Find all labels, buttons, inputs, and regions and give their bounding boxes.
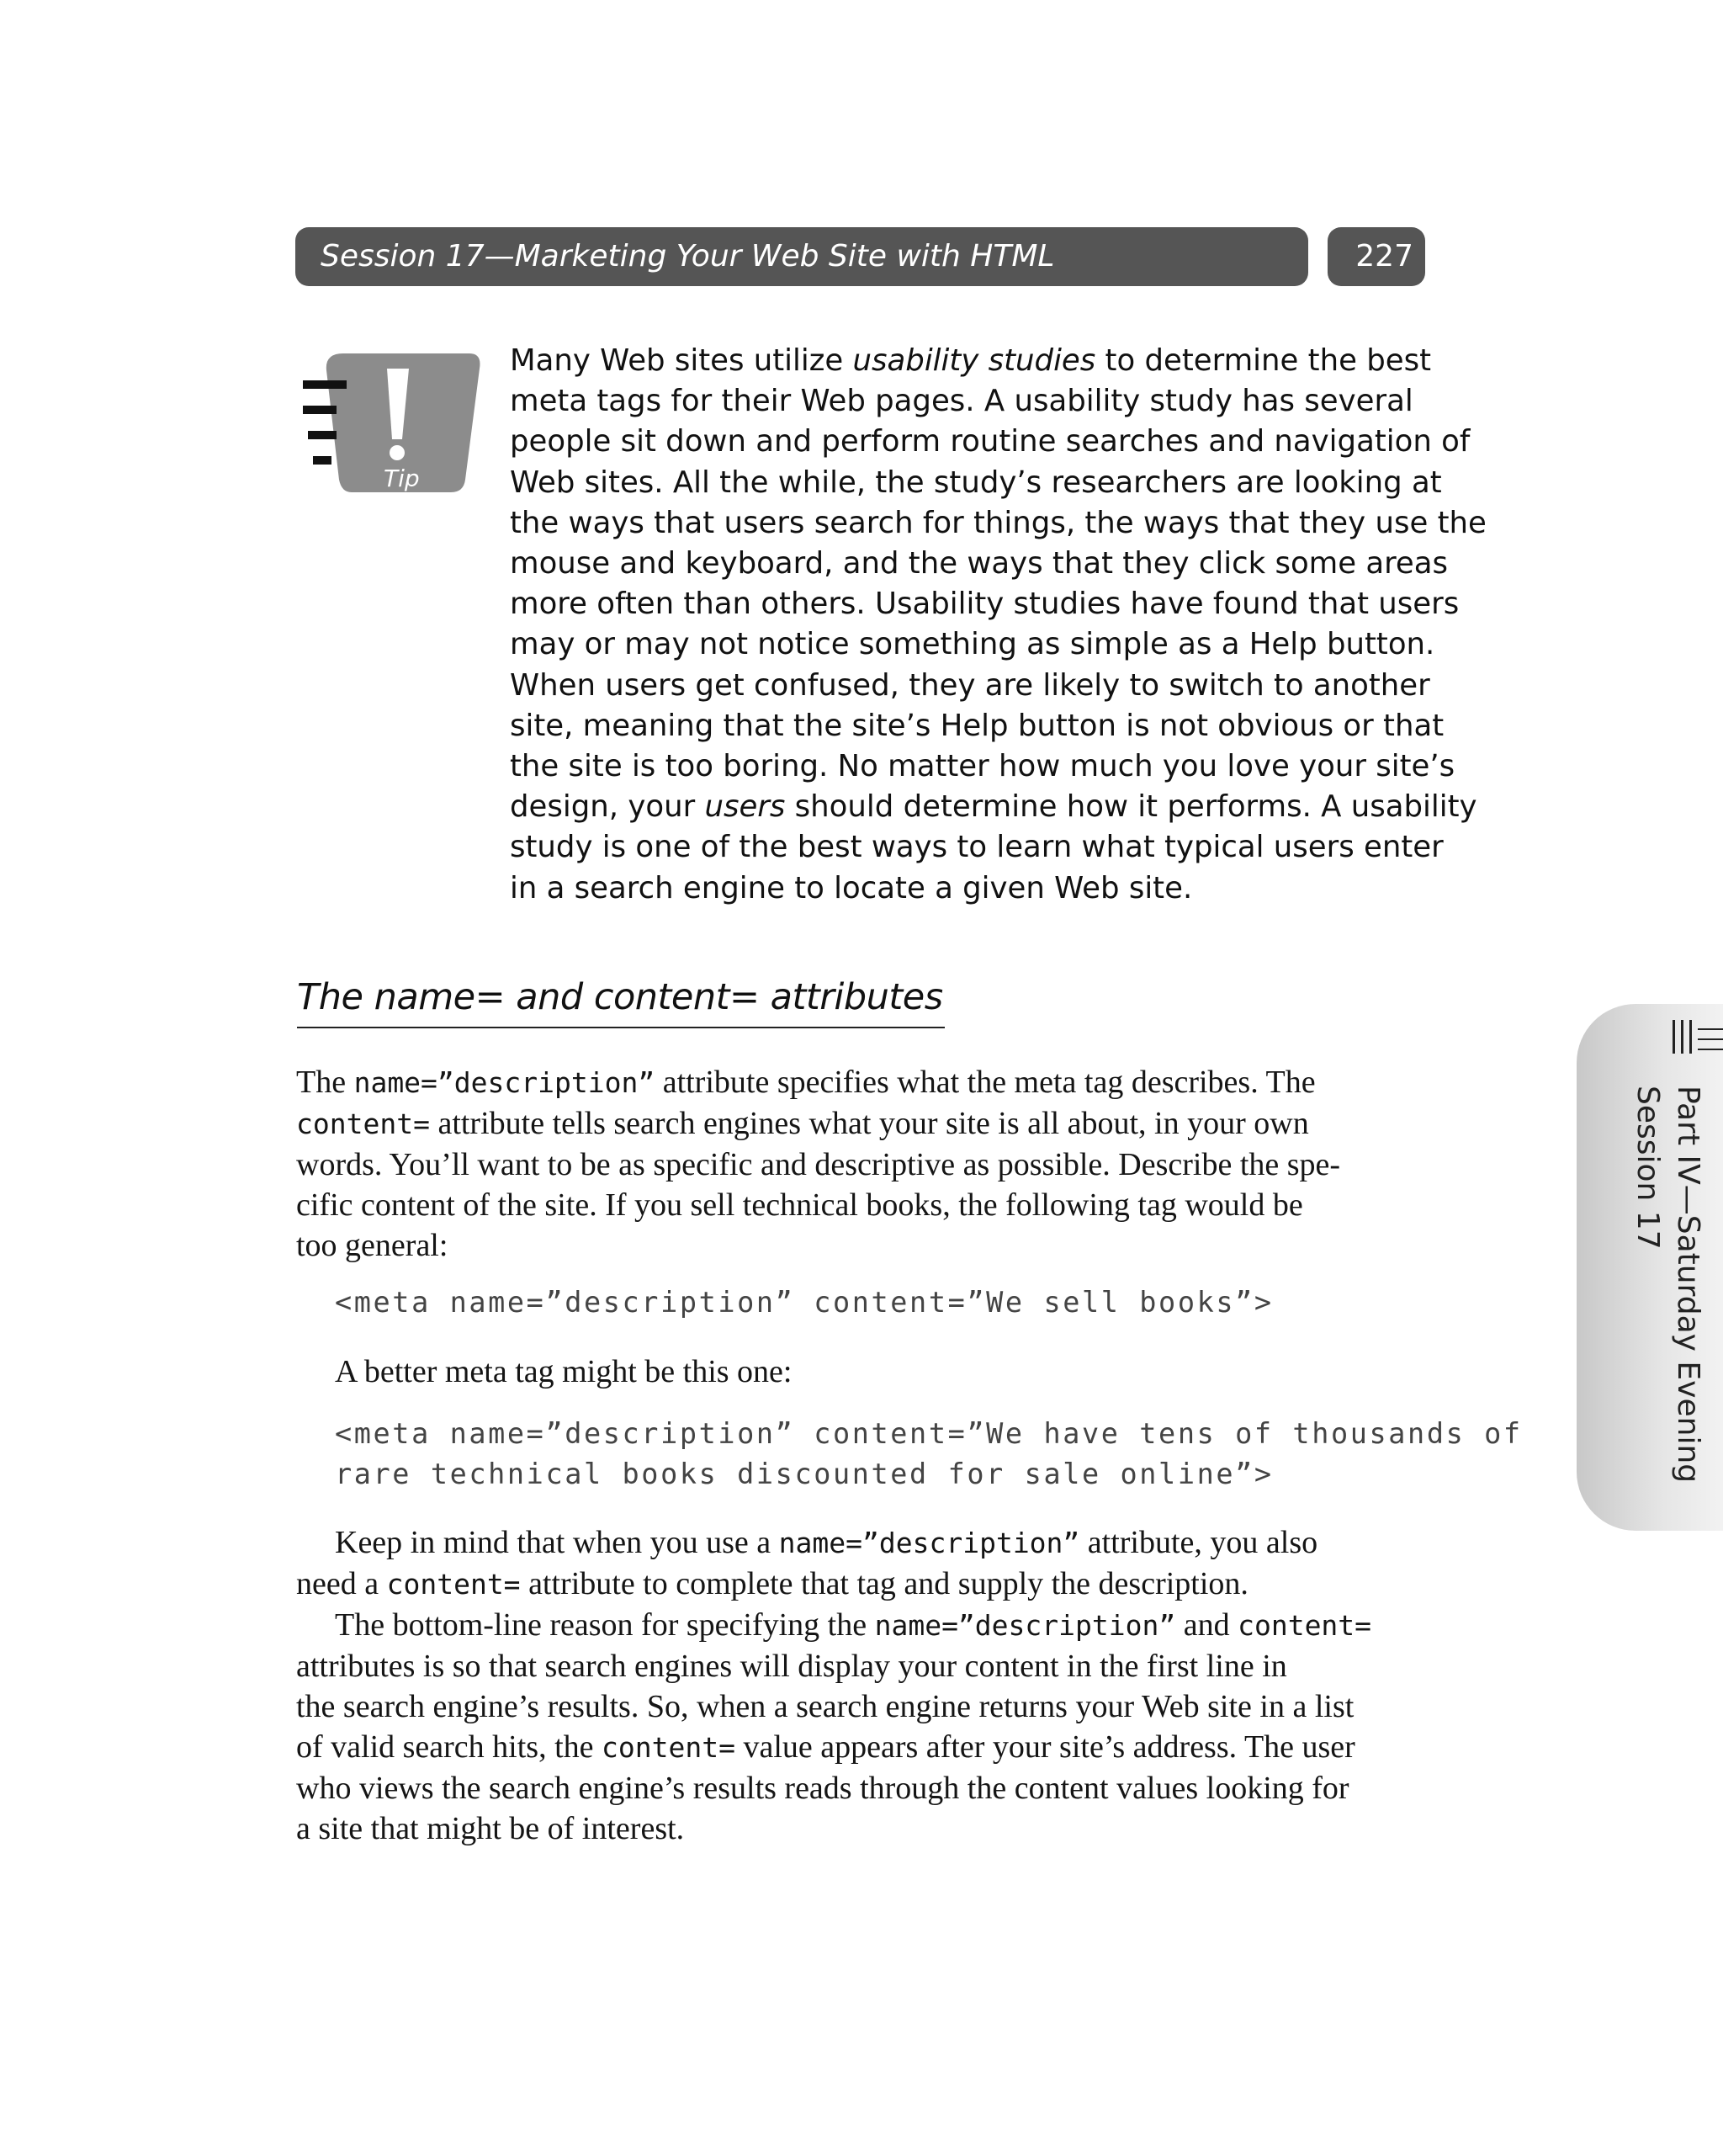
tip-line: the ways that users search for things, the ways that they use the [510,505,1487,540]
text-line: The bottom-line reason for specifying the name=”description” and content= [335,1607,1372,1643]
tab-lines-icon [1673,1020,1723,1054]
tip-line: Many Web sites utilize usability studies to determine the best [510,343,1431,378]
text-line: The name=”description” attribute specifies what the meta tag describes. The [296,1065,1316,1100]
text-line: cific content of the site. If you sell technical books, the following tag would be [296,1187,1303,1223]
section-heading: The name= and content= attributes [297,968,945,1028]
tip-line: Web sites. All the while, the study’s researchers are looking at [510,465,1442,500]
exclamation-tip-icon [301,353,486,497]
text-line: of valid search hits, the content= value appears after your site’s address. The user [296,1729,1355,1765]
tip-line: the site is too boring. No matter how much you love your site’s [510,749,1455,784]
page-number [1328,227,1425,286]
tip-line: meta tags for their Web pages. A usability study has several [510,384,1413,419]
paragraph-name-content [296,1062,1432,1266]
tip-line: may or may not notice something as simple as a Help button. [510,627,1435,662]
tip-line: mouse and keyboard, and the ways that they click some areas [510,546,1449,581]
text-line: words. You’ll want to be as specific and descriptive as possible. Describe the spe- [296,1147,1341,1182]
text-line: attributes is so that search engines will display your content in the first line in [296,1649,1287,1684]
tip-line: study is one of the best ways to learn what typical users enter [510,830,1444,865]
paragraph-better [335,1351,1471,1392]
text-line: need a content= attribute to complete that tag and supply the description. [296,1566,1249,1601]
side-tab-session: Session 17 [1630,1086,1665,1250]
page-number-text: 227 [1355,239,1413,273]
side-tab-part: Part IV—Saturday Evening [1671,1086,1705,1484]
side-tab-label [1630,1086,1708,1506]
tip-line: When users get confused, they are likely to switch to another [510,667,1430,703]
text-line: content= attribute tells search engines what your site is all about, in your own [296,1106,1309,1141]
tip-line: in a search engine to locate a given Web site. [510,870,1193,905]
code-line: <meta name=”description” content=”We have tens of thousands of [335,1417,1523,1450]
text-line: the search engine’s results. So, when a search engine returns your Web site in a list [296,1689,1355,1724]
text-line: who views the search engine’s results reads through the content values looking for [296,1771,1349,1806]
text-line: Keep in mind that when you use a name=”description” attribute, you also [335,1525,1318,1560]
text-line: A better meta tag might be this one: [335,1354,793,1389]
code-line: rare technical books discounted for sale online”> [335,1458,1274,1490]
text-line: a site that might be of interest. [296,1811,685,1846]
text-line: too general: [296,1228,448,1263]
tip-line: site, meaning that the site’s Help button is not obvious or that [510,708,1445,743]
tip-icon-label: Tip [384,465,420,492]
paragraph-keep-in-mind [296,1522,1432,1849]
tip-text [510,341,1487,909]
tip-line: people sit down and perform routine searches and navigation of [510,424,1471,459]
code-example-specific [335,1414,1523,1495]
running-header-title: Session 17—Marketing Your Web Site with HTML [321,239,1055,273]
tip-line: more often than others. Usability studies have found that users [510,587,1460,622]
tip-line: design, your users should determine how it performs. A usability [510,789,1477,825]
code-example-general: <meta name=”description” content=”We sell books”> [335,1286,1274,1319]
running-header [295,227,1308,286]
